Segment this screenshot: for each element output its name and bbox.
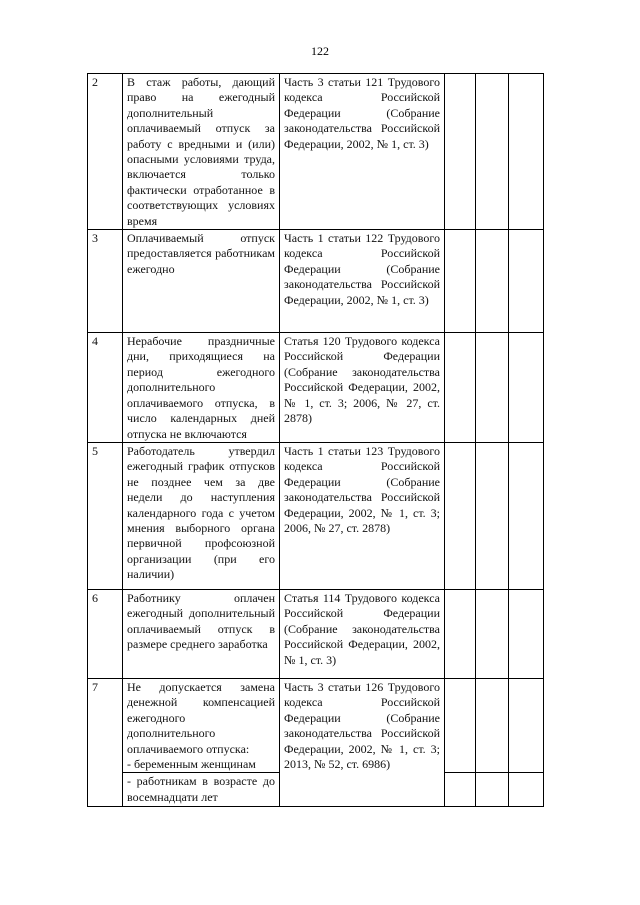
table-row (88, 442, 544, 589)
page-number: 122 (311, 44, 329, 58)
requirement-cell: Работнику оплачен ежегодный дополнительный оплачиваемый отпуск в размере среднего заработка (123, 589, 280, 678)
answer-no-cell (476, 333, 509, 443)
answer-yes-cell (445, 333, 476, 443)
row-number: 4 (88, 333, 123, 443)
reference-cell: Часть 3 статьи 121 Трудового кодекса Российской Федерации (Собрание законодательства Российской Федерации, 2002, № 1, ст. 3) (280, 74, 445, 230)
not-applicable-cell (509, 589, 544, 678)
table-row (88, 589, 544, 678)
answer-yes-cell (445, 589, 476, 678)
requirements-table (87, 73, 544, 807)
reference-cell: Статья 120 Трудового кодекса Российской Федерации (Собрание законодательства Российской Федерации, 2002, № 1, ст. 3; 2006, № 27, ст. 2878) (280, 333, 445, 443)
not-applicable-cell (509, 230, 544, 333)
answer-no-cell (476, 773, 509, 807)
reference-cell: Статья 114 Трудового кодекса Российской Федерации (Собрание законодательства Российской Федерации, 2002, № 1, ст. 3) (280, 589, 445, 678)
requirement-subitem: - работникам в возрасте до восемнадцати лет (123, 773, 280, 807)
not-applicable-cell (509, 74, 544, 230)
answer-no-cell (476, 230, 509, 333)
requirement-subitem: - беременным женщинам (127, 756, 256, 771)
table-row (88, 74, 544, 230)
requirement-cell: Оплачиваемый отпуск предоставляется работникам ежегодно (123, 230, 280, 333)
reference-cell: Часть 3 статьи 126 Трудового кодекса Российской Федерации (Собрание законодательства Российской Федерации, 2002, № 1, ст. 3; 2013, № 52, ст. 6986) (280, 678, 445, 806)
answer-no-cell (476, 442, 509, 589)
answer-yes-cell (445, 74, 476, 230)
requirement-cell: В стаж работы, дающий право на ежегодный дополнительный оплачиваемый отпуск за работу с вредными и (или) опасными условиями труда, включается только фактически отработанное в соответствующих условиях время (123, 74, 280, 230)
row-number: 5 (88, 442, 123, 589)
answer-no-cell (476, 74, 509, 230)
not-applicable-cell (509, 773, 544, 807)
not-applicable-cell (509, 333, 544, 443)
answer-yes-cell (445, 773, 476, 807)
answer-yes-cell (445, 442, 476, 589)
row-number: 2 (88, 74, 123, 230)
answer-yes-cell (445, 678, 476, 772)
not-applicable-cell (509, 442, 544, 589)
table-row (88, 333, 544, 443)
requirement-cell (123, 678, 280, 772)
reference-cell: Часть 1 статьи 123 Трудового кодекса Российской Федерации (Собрание законодательства Российской Федерации, 2002, № 1, ст. 3; 2006, № 27, ст. 2878) (280, 442, 445, 589)
table-row (88, 678, 544, 772)
table-row (88, 230, 544, 333)
answer-yes-cell (445, 230, 476, 333)
requirement-cell: Работодатель утвердил ежегодный график отпусков не позднее чем за две недели до наступления календарного года с учетом мнения выборного органа первичной профсоюзной организации (при его наличии) (123, 442, 280, 589)
not-applicable-cell (509, 678, 544, 772)
requirement-intro: Не допускается замена денежной компенсацией ежегодного дополнительного оплачиваемого отпуска: (127, 679, 275, 756)
row-number: 3 (88, 230, 123, 333)
row-number: 6 (88, 589, 123, 678)
answer-no-cell (476, 678, 509, 772)
reference-cell: Часть 1 статьи 122 Трудового кодекса Российской Федерации (Собрание законодательства Российской Федерации, 2002, № 1, ст. 3) (280, 230, 445, 333)
row-number: 7 (88, 678, 123, 806)
requirement-cell: Нерабочие праздничные дни, приходящиеся на период ежегодного дополнительного оплачиваемого отпуска, в число календарных дней отпуска не включаются (123, 333, 280, 443)
answer-no-cell (476, 589, 509, 678)
